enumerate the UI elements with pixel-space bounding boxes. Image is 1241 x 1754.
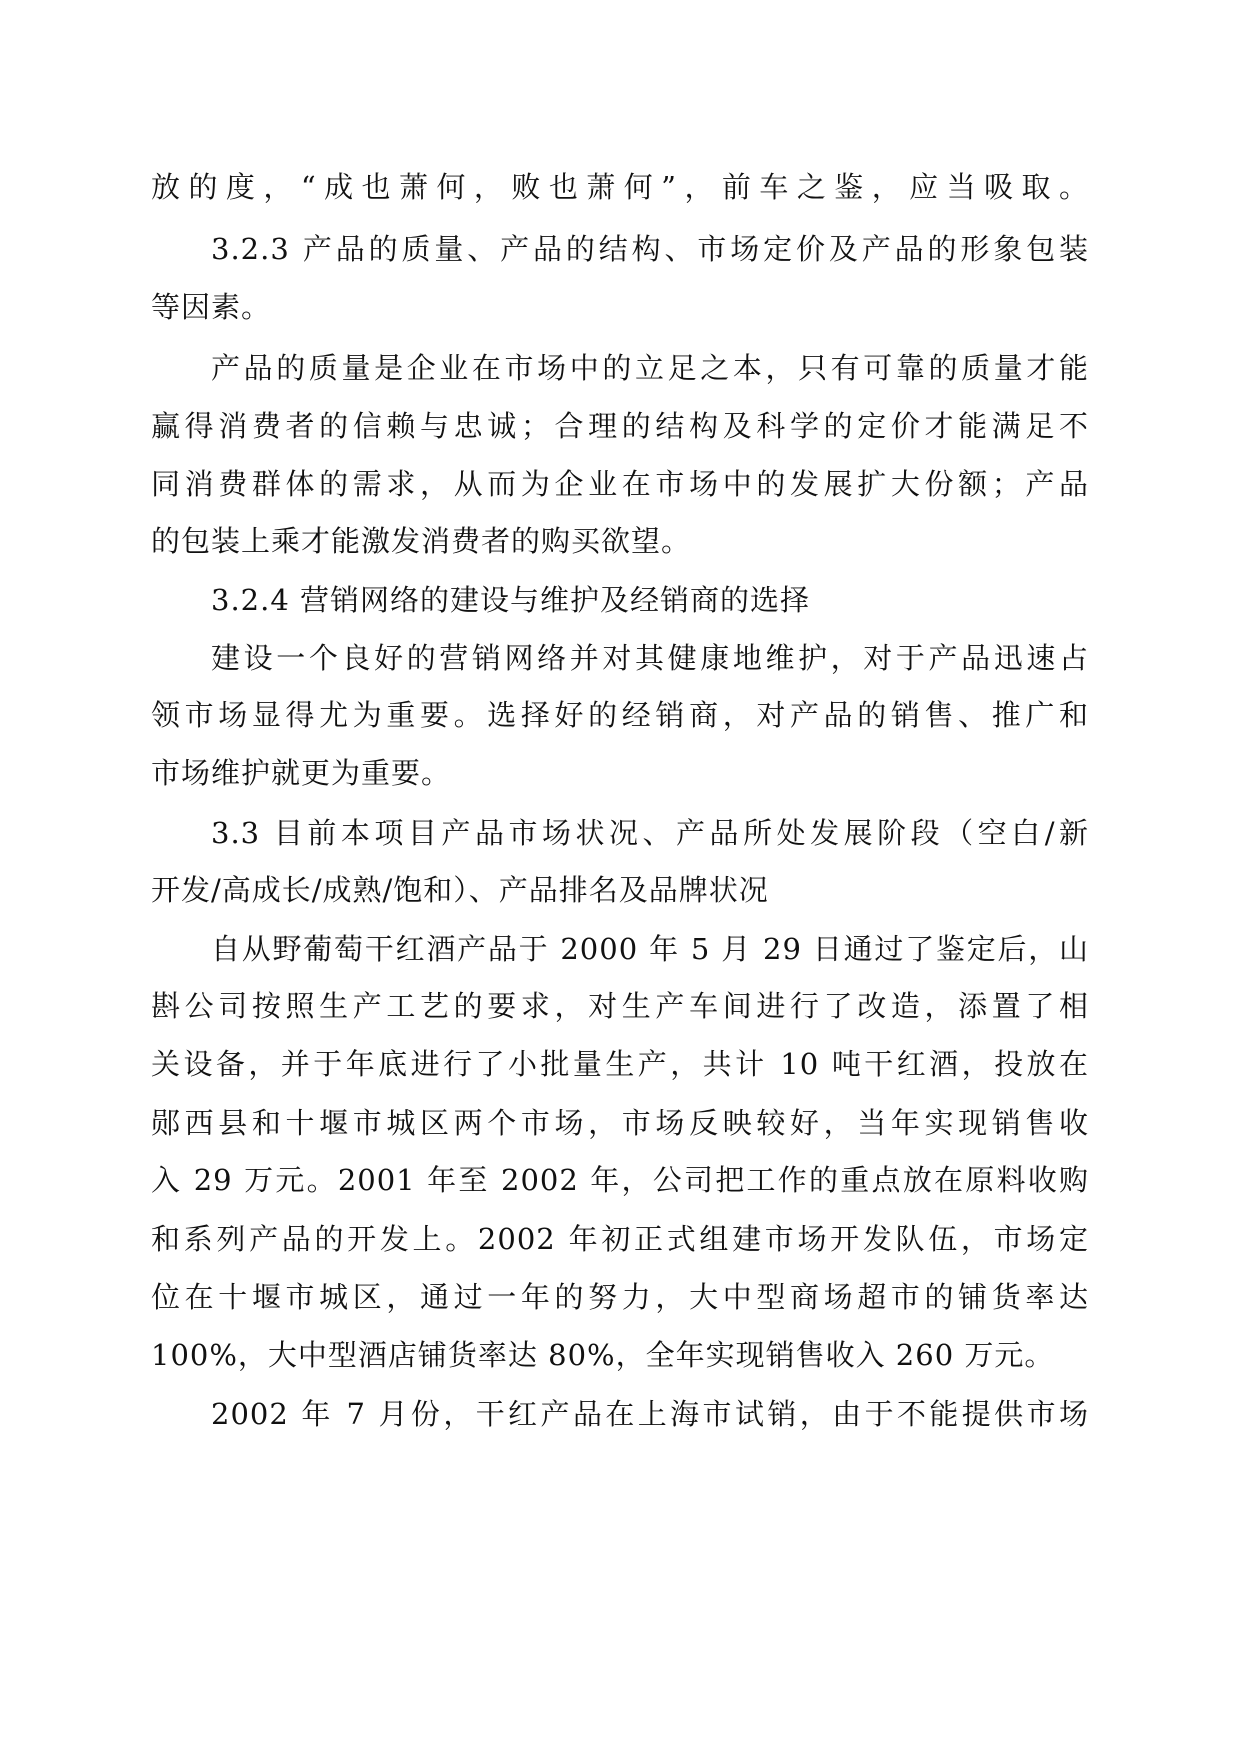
paragraph-line: 领市场显得尤为重要。选择好的经销商，对产品的销售、推广和 xyxy=(151,698,1089,732)
paragraph-line: 赢得消费者的信赖与忠诚；合理的结构及科学的定价才能满足不 xyxy=(151,409,1089,443)
text-line: 放的度，“成也萧何，败也萧何”，前车之鉴，应当吸取。 xyxy=(151,170,1089,204)
section-heading: 开发/高成长/成熟/饱和）、产品排名及品牌状况 xyxy=(151,873,769,907)
section-heading: 3.2.4 营销网络的建设与维护及经销商的选择 xyxy=(211,583,811,617)
paragraph-line: 斟公司按照生产工艺的要求，对生产车间进行了改造，添置了相 xyxy=(151,989,1089,1023)
section-heading: 等因素。 xyxy=(151,290,272,324)
paragraph-line: 100%，大中型酒店铺货率达 80%，全年实现销售收入 260 万元。 xyxy=(151,1338,1055,1372)
section-heading: 3.2.3 产品的质量、产品的结构、市场定价及产品的形象包装 xyxy=(211,232,1089,266)
paragraph-line: 和系列产品的开发上。2002 年初正式组建市场开发队伍，市场定 xyxy=(151,1222,1089,1256)
paragraph-line: 市场维护就更为重要。 xyxy=(151,756,452,790)
paragraph-line: 产品的质量是企业在市场中的立足之本，只有可靠的质量才能 xyxy=(211,351,1089,385)
paragraph-line: 入 29 万元。2001 年至 2002 年，公司把工作的重点放在原料收购 xyxy=(151,1163,1089,1197)
section-heading: 3.3 目前本项目产品市场状况、产品所处发展阶段（空白/新 xyxy=(211,816,1089,850)
paragraph-line: 郧西县和十堰市城区两个市场，市场反映较好，当年实现销售收 xyxy=(151,1106,1089,1140)
paragraph-line: 自从野葡萄干红酒产品于 2000 年 5 月 29 日通过了鉴定后，山 xyxy=(211,932,1089,966)
paragraph-line: 2002 年 7 月份，干红产品在上海市试销，由于不能提供市场 xyxy=(211,1397,1089,1431)
paragraph-line: 关设备，并于年底进行了小批量生产，共计 10 吨干红酒，投放在 xyxy=(151,1047,1089,1081)
paragraph-line: 的包装上乘才能激发消费者的购买欲望。 xyxy=(151,524,692,558)
paragraph-line: 同消费群体的需求，从而为企业在市场中的发展扩大份额；产品 xyxy=(151,467,1089,501)
paragraph-line: 位在十堰市城区，通过一年的努力，大中型商场超市的铺货率达 xyxy=(151,1280,1089,1314)
paragraph-line: 建设一个良好的营销网络并对其健康地维护，对于产品迅速占 xyxy=(211,641,1089,675)
